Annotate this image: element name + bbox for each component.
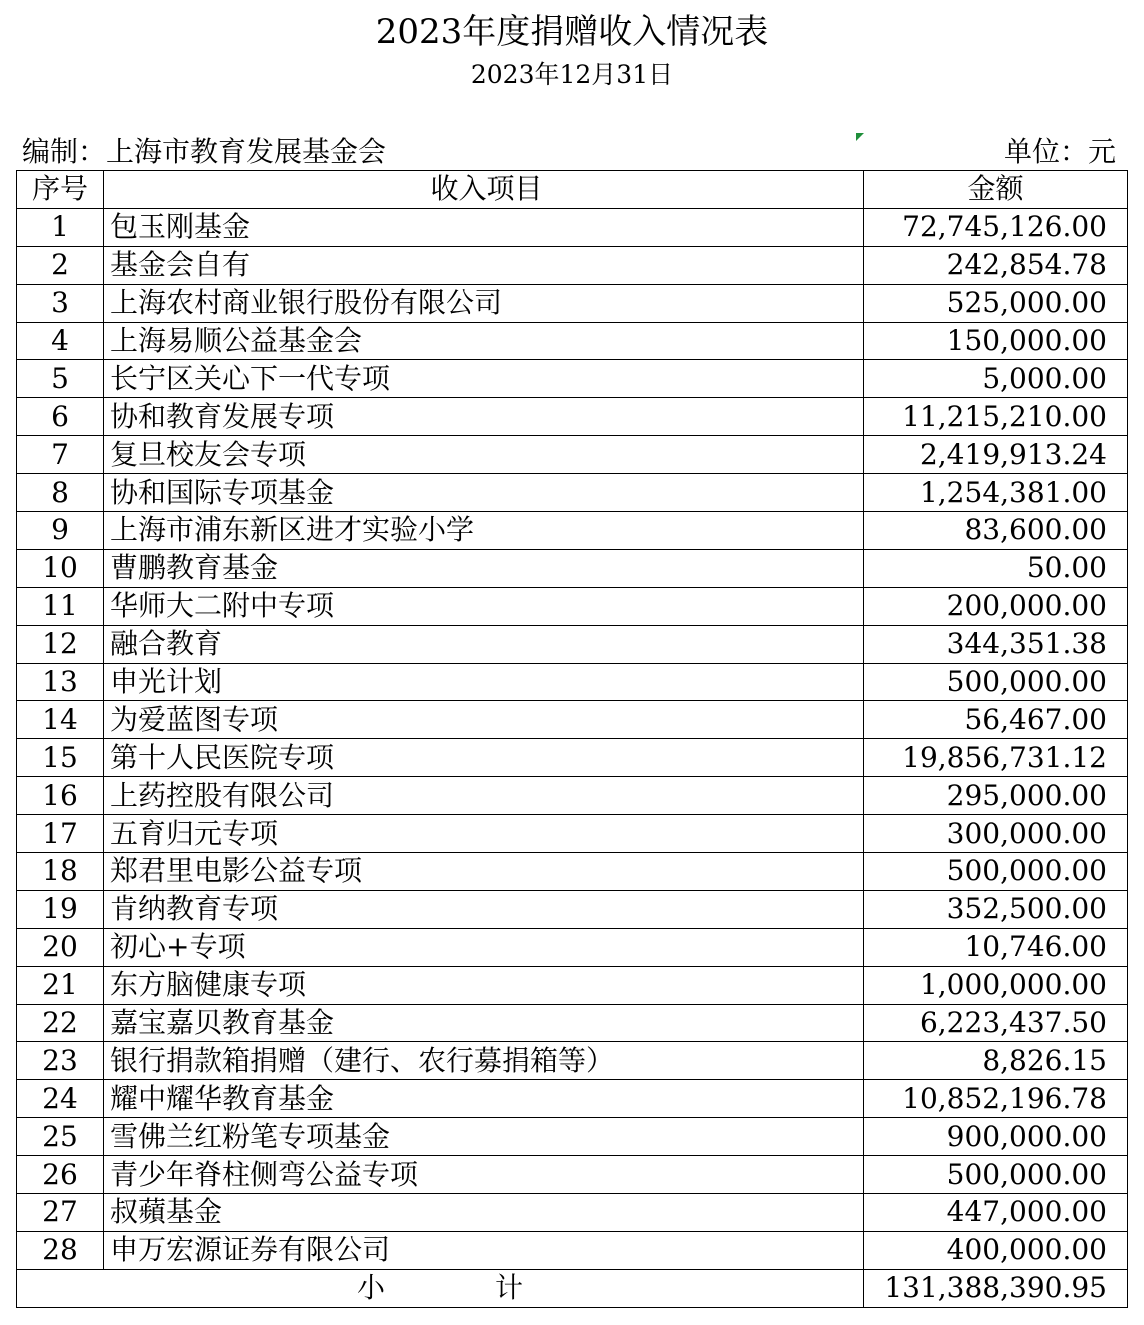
table-row [17, 512, 1128, 550]
row-amount: 56,467.00 [864, 701, 1128, 739]
header-no: 序号 [17, 171, 104, 209]
table-row [17, 928, 1128, 966]
row-item: 协和国际专项基金 [104, 474, 864, 512]
row-amount: 10,852,196.78 [864, 1080, 1128, 1118]
row-no: 15 [17, 739, 104, 777]
row-no: 12 [17, 625, 104, 663]
donation-income-table [16, 170, 1128, 1308]
table-row [17, 246, 1128, 284]
row-amount: 500,000.00 [864, 663, 1128, 701]
row-amount: 344,351.38 [864, 625, 1128, 663]
row-no: 17 [17, 815, 104, 853]
row-no: 2 [17, 246, 104, 284]
row-amount: 447,000.00 [864, 1194, 1128, 1232]
row-item: 雪佛兰红粉笔专项基金 [104, 1118, 864, 1156]
table-row [17, 663, 1128, 701]
row-item: 复旦校友会专项 [104, 436, 864, 474]
row-amount: 500,000.00 [864, 853, 1128, 891]
row-item: 嘉宝嘉贝教育基金 [104, 1004, 864, 1042]
table-row [17, 436, 1128, 474]
table-row [17, 398, 1128, 436]
row-item: 华师大二附中专项 [104, 587, 864, 625]
table-row [17, 625, 1128, 663]
row-amount: 8,826.15 [864, 1042, 1128, 1080]
row-item: 为爱蓝图专项 [104, 701, 864, 739]
compiler-label: 编制：上海市教育发展基金会 [22, 135, 387, 168]
row-amount: 900,000.00 [864, 1118, 1128, 1156]
table-row [17, 284, 1128, 322]
table-row [17, 701, 1128, 739]
row-amount: 295,000.00 [864, 777, 1128, 815]
row-no: 8 [17, 474, 104, 512]
total-label-part-2: 计 [495, 1271, 524, 1305]
row-no: 10 [17, 549, 104, 587]
table-row [17, 474, 1128, 512]
total-label-part-1: 小 [356, 1271, 385, 1305]
table-row [17, 853, 1128, 891]
table-row [17, 890, 1128, 928]
row-no: 6 [17, 398, 104, 436]
row-item: 东方脑健康专项 [104, 966, 864, 1004]
table-row [17, 360, 1128, 398]
page-title: 2023年度捐赠收入情况表 [375, 12, 769, 52]
table-row [17, 549, 1128, 587]
row-amount: 83,600.00 [864, 512, 1128, 550]
table-row [17, 1231, 1128, 1269]
row-amount: 525,000.00 [864, 284, 1128, 322]
total-row [17, 1269, 1128, 1307]
row-item: 耀中耀华教育基金 [104, 1080, 864, 1118]
row-no: 27 [17, 1194, 104, 1232]
row-no: 4 [17, 322, 104, 360]
row-no: 16 [17, 777, 104, 815]
row-no: 14 [17, 701, 104, 739]
table-row [17, 1156, 1128, 1194]
cell-comment-marker-icon [856, 133, 864, 141]
header-item: 收入项目 [104, 171, 864, 209]
row-amount: 11,215,210.00 [864, 398, 1128, 436]
table-row [17, 587, 1128, 625]
row-item: 长宁区关心下一代专项 [104, 360, 864, 398]
row-item: 上海农村商业银行股份有限公司 [104, 284, 864, 322]
row-amount: 200,000.00 [864, 587, 1128, 625]
row-item: 协和教育发展专项 [104, 398, 864, 436]
row-amount: 10,746.00 [864, 928, 1128, 966]
row-no: 7 [17, 436, 104, 474]
table-row [17, 1042, 1128, 1080]
row-no: 5 [17, 360, 104, 398]
row-amount: 5,000.00 [864, 360, 1128, 398]
row-amount: 50.00 [864, 549, 1128, 587]
row-item: 银行捐款箱捐赠（建行、农行募捐箱等） [104, 1042, 864, 1080]
unit-label: 单位：元 [1003, 135, 1116, 168]
report-date: 2023年12月31日 [470, 60, 674, 89]
table-row [17, 1004, 1128, 1042]
row-no: 1 [17, 208, 104, 246]
row-item: 上海市浦东新区进才实验小学 [104, 512, 864, 550]
row-item: 融合教育 [104, 625, 864, 663]
table-row [17, 777, 1128, 815]
row-item: 肯纳教育专项 [104, 890, 864, 928]
row-no: 22 [17, 1004, 104, 1042]
row-amount: 6,223,437.50 [864, 1004, 1128, 1042]
row-amount: 242,854.78 [864, 246, 1128, 284]
row-item: 叔蘋基金 [104, 1194, 864, 1232]
row-no: 24 [17, 1080, 104, 1118]
row-amount: 1,254,381.00 [864, 474, 1128, 512]
total-label [17, 1269, 864, 1307]
row-no: 3 [17, 284, 104, 322]
table-row [17, 208, 1128, 246]
row-amount: 150,000.00 [864, 322, 1128, 360]
row-amount: 72,745,126.00 [864, 208, 1128, 246]
row-item: 申万宏源证券有限公司 [104, 1231, 864, 1269]
row-item: 曹鹏教育基金 [104, 549, 864, 587]
row-item: 青少年脊柱侧弯公益专项 [104, 1156, 864, 1194]
table-row [17, 1194, 1128, 1232]
row-no: 19 [17, 890, 104, 928]
row-no: 13 [17, 663, 104, 701]
row-amount: 19,856,731.12 [864, 739, 1128, 777]
row-amount: 1,000,000.00 [864, 966, 1128, 1004]
row-no: 21 [17, 966, 104, 1004]
row-no: 25 [17, 1118, 104, 1156]
header-amount: 金额 [864, 171, 1128, 209]
table-row [17, 739, 1128, 777]
row-no: 18 [17, 853, 104, 891]
row-item: 申光计划 [104, 663, 864, 701]
row-no: 11 [17, 587, 104, 625]
row-item: 第十人民医院专项 [104, 739, 864, 777]
table-header-row [17, 171, 1128, 209]
row-item: 郑君里电影公益专项 [104, 853, 864, 891]
row-no: 28 [17, 1231, 104, 1269]
total-amount: 131,388,390.95 [864, 1269, 1128, 1307]
row-amount: 400,000.00 [864, 1231, 1128, 1269]
row-item: 上海易顺公益基金会 [104, 322, 864, 360]
row-item: 五育归元专项 [104, 815, 864, 853]
row-no: 23 [17, 1042, 104, 1080]
row-item: 基金会自有 [104, 246, 864, 284]
row-item: 上药控股有限公司 [104, 777, 864, 815]
row-no: 26 [17, 1156, 104, 1194]
row-item: 包玉刚基金 [104, 208, 864, 246]
table-row [17, 322, 1128, 360]
row-amount: 300,000.00 [864, 815, 1128, 853]
row-amount: 500,000.00 [864, 1156, 1128, 1194]
row-no: 9 [17, 512, 104, 550]
row-amount: 352,500.00 [864, 890, 1128, 928]
row-item: 初心+专项 [104, 928, 864, 966]
table-row [17, 815, 1128, 853]
table-row [17, 1080, 1128, 1118]
table-row [17, 966, 1128, 1004]
row-no: 20 [17, 928, 104, 966]
table-row [17, 1118, 1128, 1156]
row-amount: 2,419,913.24 [864, 436, 1128, 474]
